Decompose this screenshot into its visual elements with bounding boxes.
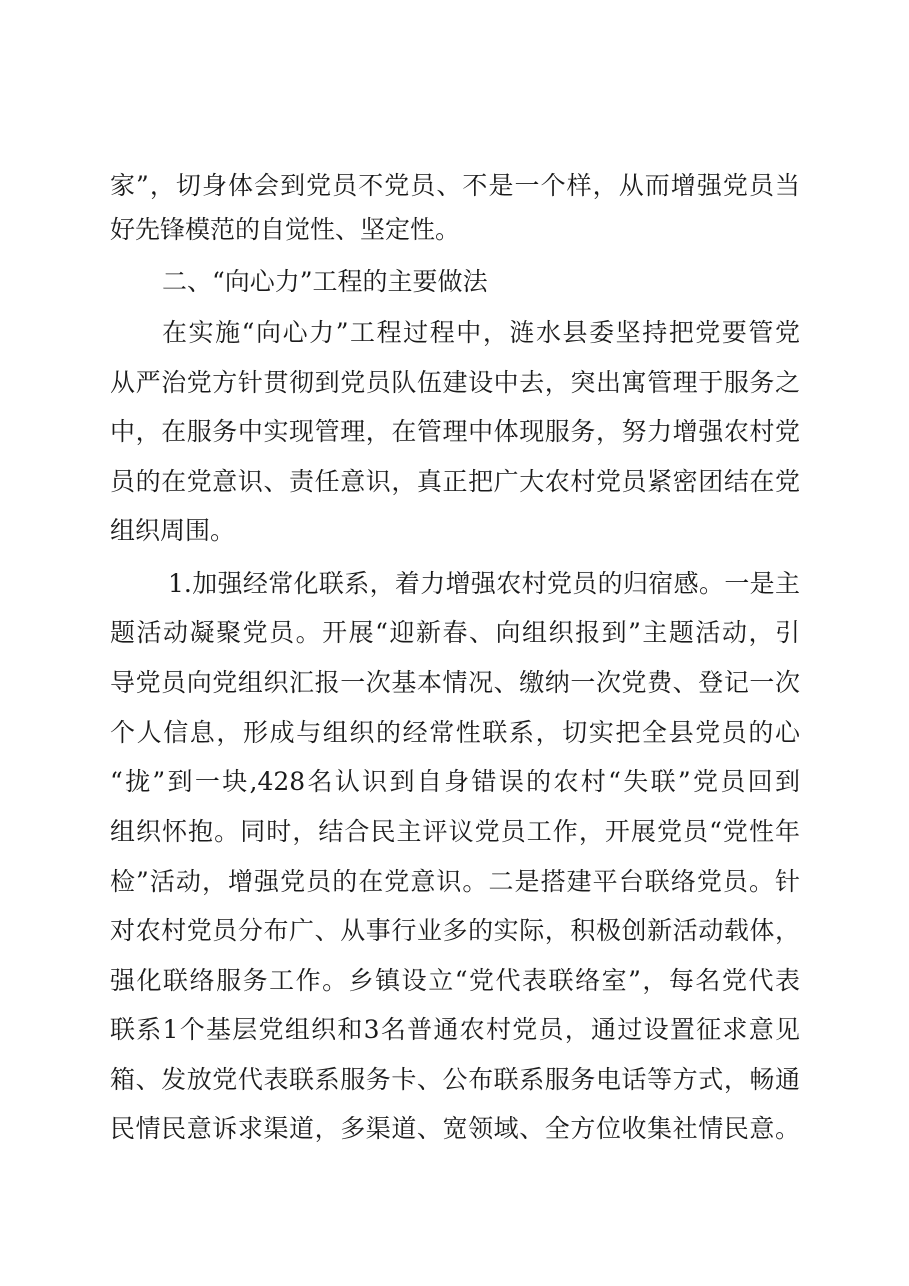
text-line: 员的在党意识、责任意识，真正把广大农村党员紧密团结在党: [110, 467, 800, 496]
text-line: 箱、发放党代表联系服务卡、公布联系服务电话等方式，畅通: [110, 1065, 800, 1094]
text-line: 组织怀抱。同时，结合民主评议党员工作，开展党员“党性年: [110, 817, 800, 846]
text-line: 民情民意诉求渠道，多渠道、宽领域、全方位收集社情民意。: [110, 1114, 800, 1143]
text-line: 在实施“向心力”工程过程中，涟水县委坚持把党要管党: [162, 318, 800, 347]
section-heading: 二、“向心力”工程的主要做法: [162, 267, 488, 296]
text-line: 检”活动，增强党员的在党意识。二是搭建平台联络党员。针: [110, 867, 800, 896]
text-line: 家”，切身体会到党员不党员、不是一个样，从而增强党员当: [110, 171, 800, 200]
text-line: 导党员向党组织汇报一次基本情况、缴纳一次党费、登记一次: [110, 668, 800, 697]
text-line: 题活动凝聚党员。开展“迎新春、向组织报到”主题活动，引: [110, 618, 800, 647]
text-line: 个人信息，形成与组织的经常性联系，切实把全县党员的心: [110, 718, 800, 747]
text-line: 组织周围。: [110, 516, 236, 545]
text-line: “拢”到一块,428名认识到自身错误的农村“失联”党员回到: [110, 767, 800, 796]
text-line: 联系1个基层党组织和3名普通农村党员，通过设置征求意见: [110, 1015, 800, 1044]
text-line: 强化联络服务工作。乡镇设立“党代表联络室”，每名党代表: [110, 966, 800, 995]
text-line: 中，在服务中实现管理，在管理中体现服务，努力增强农村党: [110, 417, 800, 446]
text-line: 1.加强经常化联系，着力增强农村党员的归宿感。一是主: [168, 569, 800, 598]
text-line: 从严治党方针贯彻到党员队伍建设中去，突出寓管理于服务之: [110, 368, 800, 397]
text-line: 好先锋模范的自觉性、坚定性。: [110, 215, 461, 244]
text-line: 对农村党员分布广、从事行业多的实际，积极创新活动载体，: [110, 916, 800, 945]
